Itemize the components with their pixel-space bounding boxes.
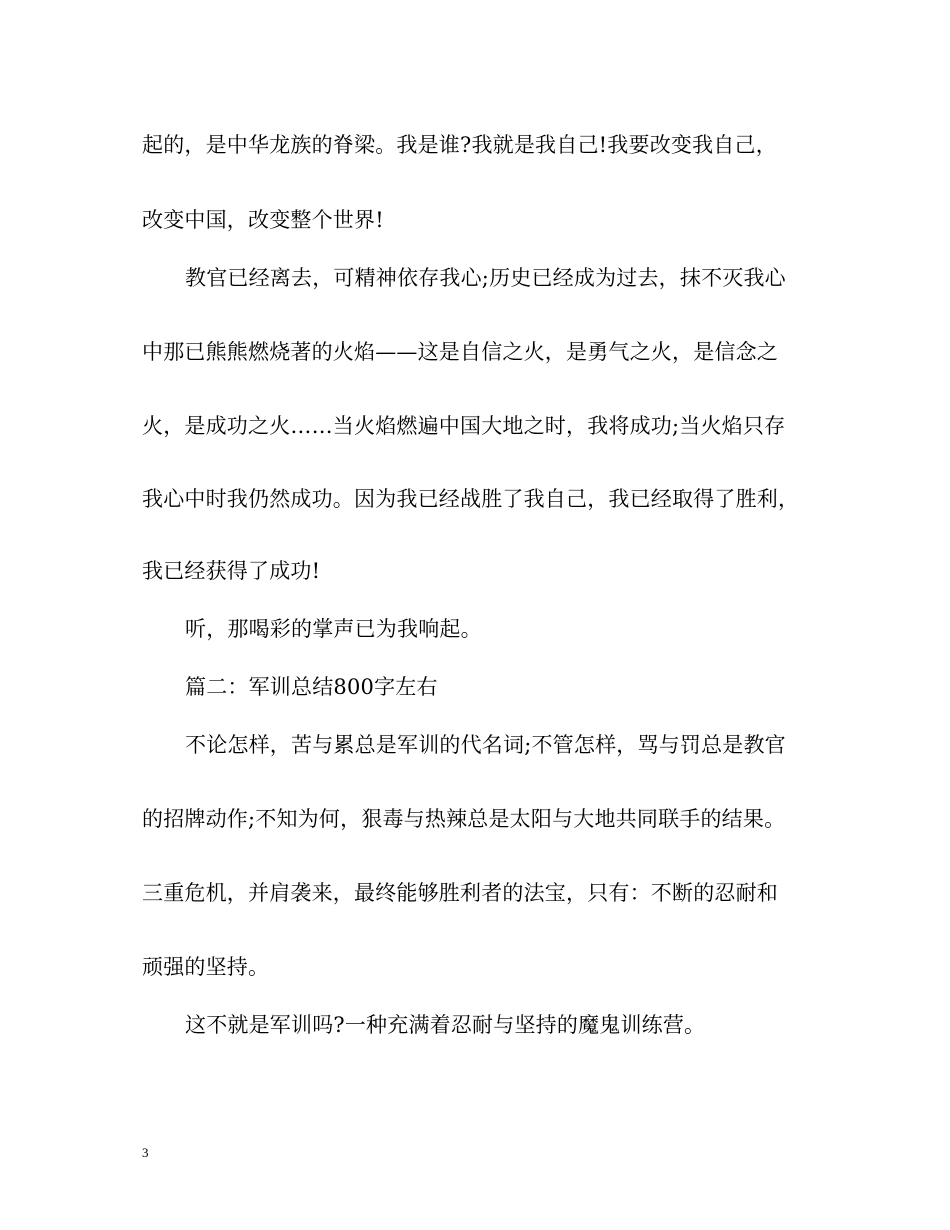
paragraph-start-line: 教官已经离去，可精神依存我心;历史已经成为过去，抹不灭我心	[185, 266, 786, 290]
text-line: 中那已熊熊燃烧著的火焰——这是自信之火，是勇气之火，是信念之	[142, 340, 778, 364]
text-line: 起的，是中华龙族的脊梁。我是谁?我就是我自己!我要改变我自己，	[142, 133, 777, 157]
text-line: 三重危机，并肩袭来，最终能够胜利者的法宝，只有：不断的忍耐和	[142, 881, 778, 905]
text-line: 顽强的坚持。	[142, 955, 270, 979]
paragraph-start-line: 这不就是军训吗?一种充满着忍耐与坚持的魔鬼训练营。	[185, 1013, 706, 1037]
text-line: 改变中国，改变整个世界!	[142, 208, 384, 232]
text-line: 火，是成功之火……当火焰燃遍中国大地之时，我将成功;当火焰只存	[142, 414, 786, 438]
paragraph-start-line: 听，那喝彩的掌声已为我响起。	[185, 617, 482, 641]
page-number: 3	[142, 1145, 149, 1160]
section-heading: 篇二：军训总结800字左右	[185, 675, 438, 699]
paragraph-start-line: 不论怎样，苦与累总是军训的代名词;不管怎样，骂与罚总是教官	[185, 733, 786, 757]
text-line: 我心中时我仍然成功。因为我已经战胜了我自己，我已经取得了胜利，	[142, 487, 800, 511]
text-line: 我已经获得了成功!	[142, 559, 321, 583]
text-line: 的招牌动作;不知为何，狠毒与热辣总是太阳与大地共同联手的结果。	[142, 807, 786, 831]
